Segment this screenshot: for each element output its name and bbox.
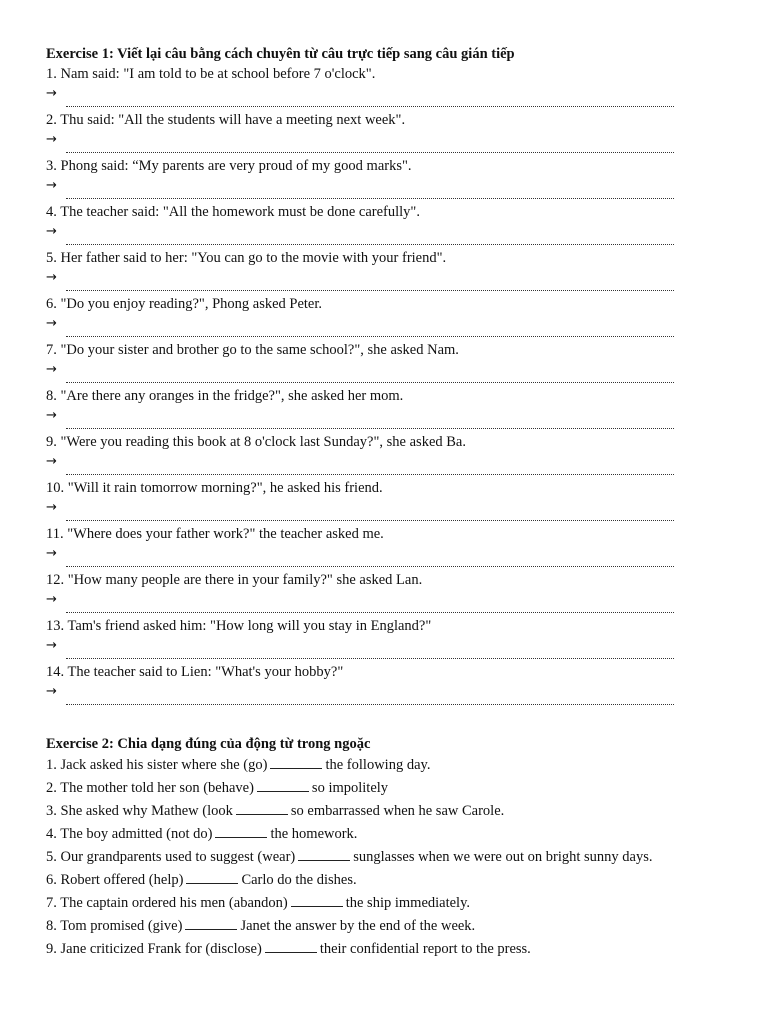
question-text-after: their confidential report to the press. [319,941,531,957]
dotted-line [66,657,674,659]
ex1-question-9 [46,432,674,478]
exercise-2-section [46,734,674,961]
answer-line[interactable] [46,84,674,110]
dotted-line [66,243,674,245]
answer-line[interactable] [46,590,674,616]
answer-blank[interactable] [270,756,322,769]
question-text-after: so embarrassed when he saw Carole. [290,803,505,819]
ex2-question-1 [46,754,674,777]
question-text: 9. "Were you reading this book at 8 o'clock last Sunday?", she asked Ba. [46,434,466,450]
question-text: 2. Thu said: "All the students will have a meeting next week". [46,112,406,128]
arrow-icon: → [46,224,57,239]
question-text-after: the homework. [270,826,358,842]
exercise-1-title: Exercise 1: Viết lại câu bằng cách chuyên từ câu trực tiếp sang câu gián tiếp [46,46,515,62]
arrow-icon: → [46,362,57,377]
dotted-line [66,381,674,383]
question-text: 5. Her father said to her: "You can go to the movie with your friend". [46,250,447,266]
ex1-question-14 [46,662,674,708]
question-text-after: sunglasses when we were out on bright sunny days. [353,849,653,865]
ex1-question-3 [46,156,674,202]
arrow-icon: → [46,86,57,101]
ex1-question-5 [46,248,674,294]
question-text-before: 5. Our grandparents used to suggest (wear) [46,849,296,865]
question-text-after: so impolitely [311,780,389,796]
dotted-line [66,105,674,107]
ex1-question-4 [46,202,674,248]
dotted-line [66,565,674,567]
ex2-question-5 [46,846,674,869]
arrow-icon: → [46,592,57,607]
question-text: 3. Phong said: “My parents are very proud of my good marks". [46,158,412,174]
question-text-after: Carlo do the dishes. [241,872,357,888]
question-text-before: 2. The mother told her son (behave) [46,780,254,796]
arrow-icon: → [46,546,57,561]
ex1-question-1 [46,64,674,110]
question-text-before: 3. She asked why Mathew (look [46,803,233,819]
question-text: 4. The teacher said: "All the homework must be done carefully". [46,204,420,220]
question-text-after: Janet the answer by the end of the week. [240,918,476,934]
dotted-line [66,703,674,705]
arrow-icon: → [46,408,57,423]
question-text: 13. Tam's friend asked him: "How long will you stay in England?" [46,618,432,634]
arrow-icon: → [46,132,57,147]
answer-line[interactable] [46,544,674,570]
arrow-icon: → [46,454,57,469]
ex1-question-11 [46,524,674,570]
question-text-before: 9. Jane criticized Frank for (disclose) [46,941,262,957]
question-text-before: 6. Robert offered (help) [46,872,184,888]
arrow-icon: → [46,500,57,515]
answer-line[interactable] [46,360,674,386]
question-text-before: 4. The boy admitted (not do) [46,826,213,842]
ex1-question-2 [46,110,674,156]
ex2-question-6 [46,869,674,892]
answer-line[interactable] [46,130,674,156]
ex1-question-13 [46,616,674,662]
question-text: 11. "Where does your father work?" the teacher asked me. [46,526,384,542]
arrow-icon: → [46,316,57,331]
answer-line[interactable] [46,682,674,708]
dotted-line [66,427,674,429]
dotted-line [66,473,674,475]
answer-blank[interactable] [257,779,309,792]
dotted-line [66,151,674,153]
answer-blank[interactable] [265,940,317,953]
answer-blank[interactable] [298,848,350,861]
exercise-2-title: Exercise 2: Chia dạng đúng của động từ trong ngoặc [46,736,371,752]
question-text: 10. "Will it rain tomorrow morning?", he asked his friend. [46,480,383,496]
arrow-icon: → [46,684,57,699]
answer-blank[interactable] [236,802,288,815]
answer-blank[interactable] [291,894,343,907]
ex2-question-2 [46,777,674,800]
ex1-question-8 [46,386,674,432]
ex2-question-3 [46,800,674,823]
dotted-line [66,611,674,613]
ex1-question-7 [46,340,674,386]
answer-line[interactable] [46,176,674,202]
arrow-icon: → [46,178,57,193]
ex2-question-9 [46,938,674,961]
question-text: 1. Nam said: "I am told to be at school before 7 o'clock". [46,66,376,82]
question-text: 7. "Do your sister and brother go to the same school?", she asked Nam. [46,342,459,358]
answer-blank[interactable] [185,917,237,930]
dotted-line [66,197,674,199]
ex2-question-8 [46,915,674,938]
question-text: 12. "How many people are there in your family?" she asked Lan. [46,572,423,588]
question-text: 6. "Do you enjoy reading?", Phong asked Peter. [46,296,323,312]
question-text: 8. "Are there any oranges in the fridge?", she asked her mom. [46,388,404,404]
question-text-before: 7. The captain ordered his men (abandon) [46,895,288,911]
answer-line[interactable] [46,222,674,248]
ex1-question-6 [46,294,674,340]
exercise-1-section [46,44,674,708]
answer-blank[interactable] [215,825,267,838]
answer-blank[interactable] [186,871,238,884]
question-text: 14. The teacher said to Lien: "What's your hobby?" [46,664,344,680]
answer-line[interactable] [46,636,674,662]
answer-line[interactable] [46,452,674,478]
question-text-after: the ship immediately. [345,895,471,911]
answer-line[interactable] [46,268,674,294]
question-text-before: 1. Jack asked his sister where she (go) [46,757,268,773]
dotted-line [66,289,674,291]
ex2-question-4 [46,823,674,846]
answer-line[interactable] [46,406,674,432]
ex1-question-10 [46,478,674,524]
ex2-question-7 [46,892,674,915]
question-text-before: 8. Tom promised (give) [46,918,183,934]
ex1-question-12 [46,570,674,616]
arrow-icon: → [46,638,57,653]
question-text-after: the following day. [325,757,431,773]
worksheet [46,44,674,961]
answer-line[interactable] [46,314,674,340]
arrow-icon: → [46,270,57,285]
dotted-line [66,335,674,337]
dotted-line [66,519,674,521]
answer-line[interactable] [46,498,674,524]
